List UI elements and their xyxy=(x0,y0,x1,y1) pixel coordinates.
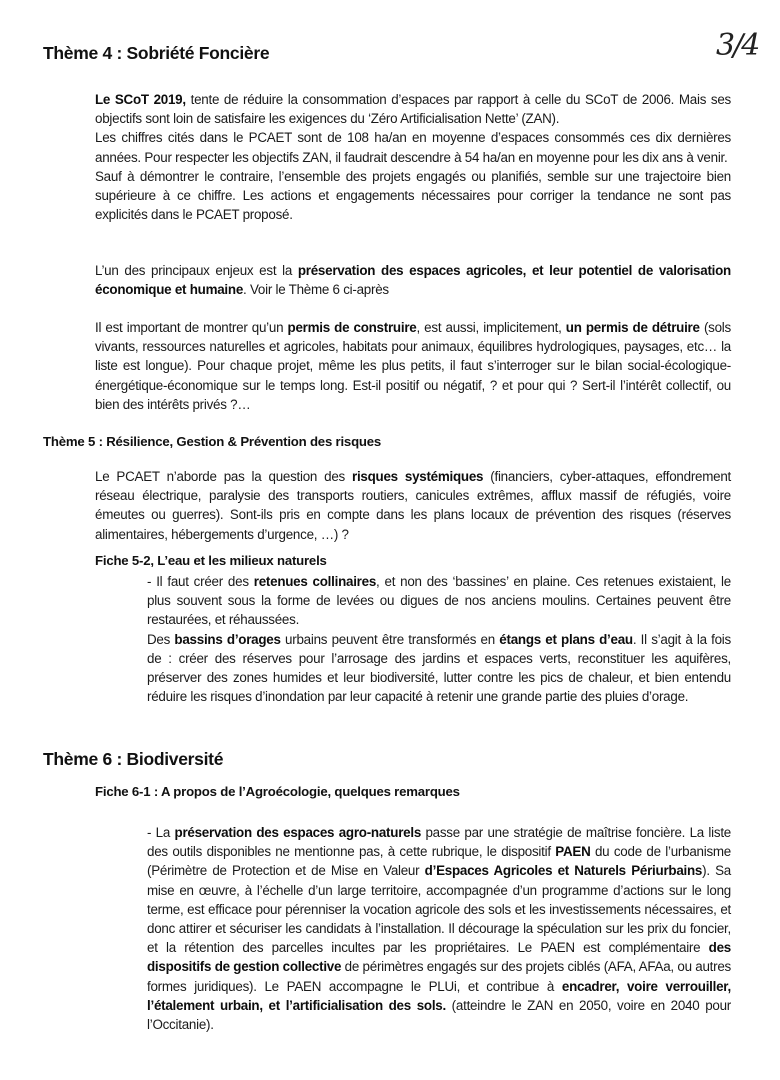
emphasized-text: d’Espaces Agricoles et Naturels Périurbains xyxy=(424,863,703,879)
text-run: Sauf à démontrer le contraire, l’ensemble des projets engagés ou planifiés, semble sur une trajectoire bien supérieure à ce chiffre. Les actions et engagements nécessaires pour corriger la tendance ne sont pas explicités dans le PCAET proposé. xyxy=(95,168,731,223)
emphasized-text: permis de construire xyxy=(287,320,417,335)
text-run: (atteindre le ZAN en 2050, voire en 2040 pour l’Occitanie). xyxy=(147,997,731,1033)
text-run: . Voir le Thème 6 ci-après xyxy=(243,282,389,298)
text-run: (sols vivants, ressources naturelles et agricoles, habitats pour animaux, équilibres hydrologiques, paysages, etc… la liste est longue). Pour chaque projet, même les plus petits, il faut s’interroger sur le bilan social-écologique-énergétique-économique sur le temps long. Est-il positif ou négatif, ? et pour qui ? Sert-il l’intérêt collectif, ou bien des intérêts privés ?… xyxy=(95,320,731,412)
theme4-paragraph-3 xyxy=(95,318,731,414)
fiche-5-2-paragraph xyxy=(147,572,731,706)
emphasized-text: retenues collinaires xyxy=(253,574,377,589)
text-run: tente de réduire la consommation d’espaces par rapport à celle du SCoT de 2006. Mais ses objectifs sont loin de satisfaire les exigences du ‘Zéro Artificialisation Nette’ (ZAN). xyxy=(95,92,731,127)
emphasized-text: risques systémiques xyxy=(351,469,484,484)
text-run: du code de l’urbanisme (Périmètre de Protection et de Mise en Valeur xyxy=(147,844,731,879)
text-run: Il est important de montrer qu’un xyxy=(95,320,288,335)
emphasized-text: PAEN xyxy=(555,844,591,860)
text-run: Les chiffres cités dans le PCAET sont de 108 ha/an en moyenne d’espaces consommés ces dix dernières années. Pour respecter les objectifs ZAN, il faudrait descendre à 54 ha/an en moyenne pour les dix ans à venir. xyxy=(95,130,731,165)
text-run: , est aussi, implicitement, xyxy=(416,320,566,335)
text-run: . Il s’agit à la fois de : créer des réserves pour l’arrosage des jardins et espaces verts, reconstituer les aquifères, préserver des zones humides et leur biodiversité, lutter contre les pics de chaleur, et bien entendu réduire les risques d’inondation par leur capacité à retenir une grande partie des pluies d’orage. xyxy=(147,631,731,705)
fiche-6-1-paragraph xyxy=(147,823,731,1034)
emphasized-text: préservation des espaces agro-naturels xyxy=(174,825,422,840)
emphasized-text: étangs et plans d’eau xyxy=(499,631,633,647)
text-run: , et non des ‘bassines’ en plaine. Ces retenues existaient, le plus souvent sous la forme de levées ou digues de nos anciens moulins. Certaines peuvent être restaurées, et réhaussées. xyxy=(147,574,731,628)
theme5-paragraph-1 xyxy=(95,467,731,544)
text-run: urbains peuvent être transformés en xyxy=(280,631,500,647)
fiche-6-1-heading: Fiche 6-1 : A propos de l’Agroécologie, quelques remarques xyxy=(95,784,460,799)
text-run: L’un des principaux enjeux est la xyxy=(95,263,298,278)
emphasized-text: encadrer, voire verrouiller, l’étalement urbain, et l’artificialisation des sols. xyxy=(147,978,732,1013)
theme6-heading: Thème 6 : Biodiversité xyxy=(43,749,224,769)
text-run: passe par une stratégie de maîtrise foncière. La liste des outils disponibles ne mentionne pas, à cette rubrique, le dispositif xyxy=(147,825,731,860)
theme4-heading: Thème 4 : Sobriété Foncière xyxy=(43,43,270,63)
emphasized-text: Le SCoT 2019, xyxy=(95,92,186,107)
theme5-heading: Thème 5 : Résilience, Gestion & Prévention des risques xyxy=(43,434,382,449)
text-run: ). Sa mise en œuvre, à l’échelle d’un large territoire, accompagnée d’un programme d’actions sur le long terme, est efficace pour pérenniser la vocation agricole des sols et les investissements nécessaires, et donc attirer et sécuriser les candidats à l’installation. Il décourage la spéculation sur les prix du foncier, et la rétention des parcelles incultes par les propriétaires. Le PAEN est complémentaire xyxy=(147,863,731,956)
text-run: - Il faut créer des xyxy=(147,574,254,589)
text-run: Des xyxy=(147,631,175,647)
text-run: de périmètres engagés sur des projets ciblés (AFA, AFAa, ou autres formes juridiques). Le PAEN accompagne le PLUi, et contribue à xyxy=(147,959,731,994)
emphasized-text: préservation des espaces agricoles, et leur potentiel de valorisation économique et humaine xyxy=(95,263,731,298)
fiche-5-2-heading: Fiche 5-2, L’eau et les milieux naturels xyxy=(95,553,327,568)
handwritten-page-mark: 3/4 xyxy=(716,28,759,63)
theme4-paragraph-2 xyxy=(95,261,731,299)
text-run: - La xyxy=(147,825,175,840)
text-run: Le PCAET n’aborde pas la question des xyxy=(95,469,352,484)
emphasized-text: un permis de détruire xyxy=(565,320,700,335)
text-run: (financiers, cyber-attaques, effondrement réseau électrique, paralysie des transports routiers, canicules extrêmes, afflux massif de réfugiés, voire émeutes ou guerres). Sont-ils pris en compte dans les plans locaux de prévention des risques (réserves alimentaires, hébergements d’urgence, …) ? xyxy=(95,469,732,542)
emphasized-text: des dispositifs de gestion collective xyxy=(147,940,731,975)
emphasized-text: bassins d’orages xyxy=(174,631,281,647)
theme4-paragraph-1 xyxy=(95,90,731,224)
